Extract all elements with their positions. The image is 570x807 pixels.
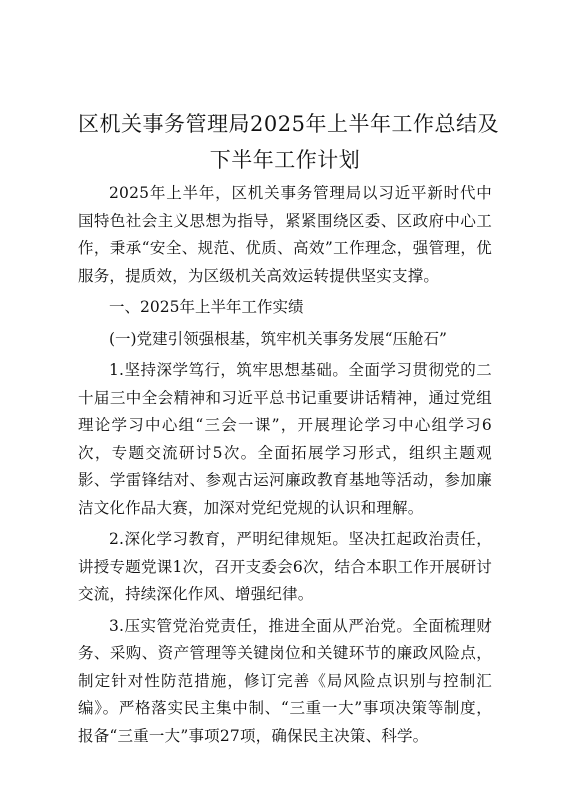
item-paragraph-1: 1.坚持深学笃行，筑牢思想基础。全面学习贯彻党的二十届三中全会精神和习近平总书记重要讲话精神，通过党组理论学习中心组“三会一课”，开展理论学习中心组学习6次，专题交流研讨5次。全面拓展学习形式，组织主题观影、学雷锋结对、参观古运河廉政教育基地等活动，参加廉洁文化作品大赛，加深对党纪党规的认识和理解。: [78, 361, 492, 517]
subsection-heading-1: (一)党建引领强根基，筑牢机关事务发展“压舱石”: [109, 329, 447, 348]
item-paragraph-3: 3.压实管党治党责任，推进全面从严治党。全面梳理财务、采购、资产管理等关键岗位和关键环节的廉政风险点，制定针对性防范措施，修订完善《局风险点识别与控制汇编》。严格落实民主集中制、“三重一大”事项决策等制度，报备“三重一大”事项27项，确保民主决策、科学。: [78, 616, 492, 745]
title-line-1: 区机关事务管理局2025年上半年工作总结及: [78, 112, 499, 136]
intro-paragraph: 2025年上半年，区机关事务管理局以习近平新时代中国特色社会主义思想为指导，紧紧围绕区委、区政府中心工作，秉承“安全、规范、优质、高效”工作理念，强管理，优服务，提质效，为区级机关高效运转提供坚实支撑。: [78, 184, 492, 285]
item-paragraph-2: 2.深化学习教育，严明纪律规矩。坚决扛起政治责任，讲授专题党课1次，召开支委会6次，结合本职工作开展研讨交流，持续深化作风、增强纪律。: [78, 530, 492, 603]
document-title: [78, 106, 499, 178]
title-line-2: 下半年工作计划: [209, 148, 361, 172]
section-heading-1: 一、2025年上半年工作实绩: [109, 298, 304, 316]
document-body: [78, 180, 492, 750]
